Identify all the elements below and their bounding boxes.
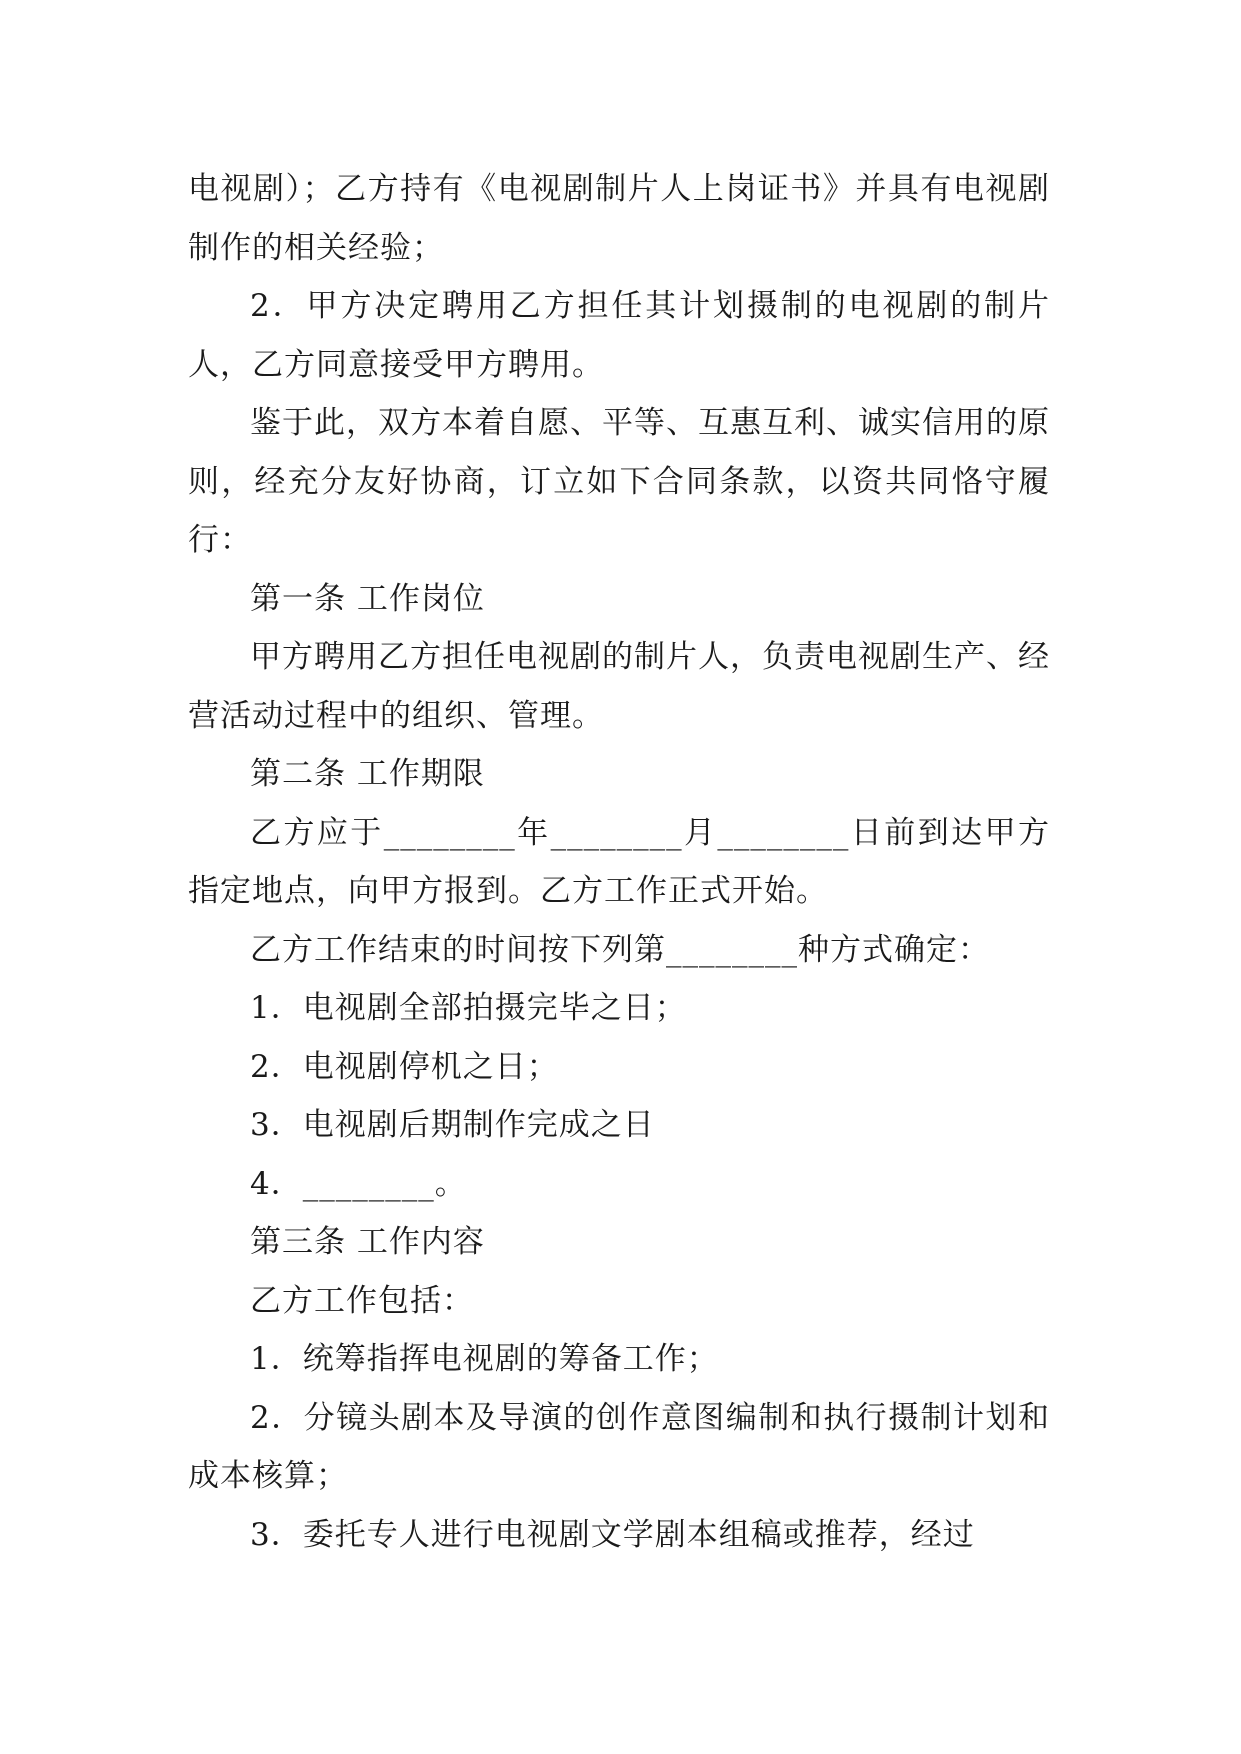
- paragraph-3: 鉴于此，双方本着自愿、平等、互惠互利、诚实信用的原则，经充分友好协商，订立如下合同条款，以资共同恪守履行：: [188, 405, 1050, 558]
- contract-body: [188, 160, 1050, 1564]
- list-item-1: 1．电视剧全部拍摄完毕之日；: [250, 990, 687, 1026]
- article-3-heading: 第三条 工作内容: [250, 1224, 485, 1260]
- paragraph-2: 2．甲方决定聘用乙方担任其计划摄制的电视剧的制片人，乙方同意接受甲方聘用。: [188, 288, 1050, 383]
- list-item-3: 3．电视剧后期制作完成之日: [250, 1107, 655, 1143]
- list-item-4: 4．________。: [250, 1165, 467, 1202]
- article-2-heading: 第二条 工作期限: [250, 756, 485, 792]
- paragraph-5: 乙方应于________年________月________日前到达甲方指定地点，向甲方报到。乙方工作正式开始。: [188, 814, 1050, 909]
- paragraph-1: 电视剧）；乙方持有《电视剧制片人上岗证书》并具有电视剧制作的相关经验；: [188, 171, 1050, 266]
- article-1-heading: 第一条 工作岗位: [250, 580, 485, 617]
- work-item-1: 1．统筹指挥电视剧的筹备工作；: [250, 1341, 719, 1377]
- work-item-3: 3．委托专人进行电视剧文学剧本组稿或推荐，经过: [250, 1516, 975, 1553]
- paragraph-4: 甲方聘用乙方担任电视剧的制片人，负责电视剧生产、经营活动过程中的组织、管理。: [188, 639, 1050, 734]
- work-item-2: 2．分镜头剧本及导演的创作意图编制和执行摄制计划和成本核算；: [188, 1399, 1050, 1494]
- paragraph-7: 乙方工作包括：: [250, 1282, 474, 1319]
- list-item-2: 2．电视剧停机之日；: [250, 1048, 559, 1085]
- paragraph-6: 乙方工作结束的时间按下列第________种方式确定：: [250, 931, 990, 968]
